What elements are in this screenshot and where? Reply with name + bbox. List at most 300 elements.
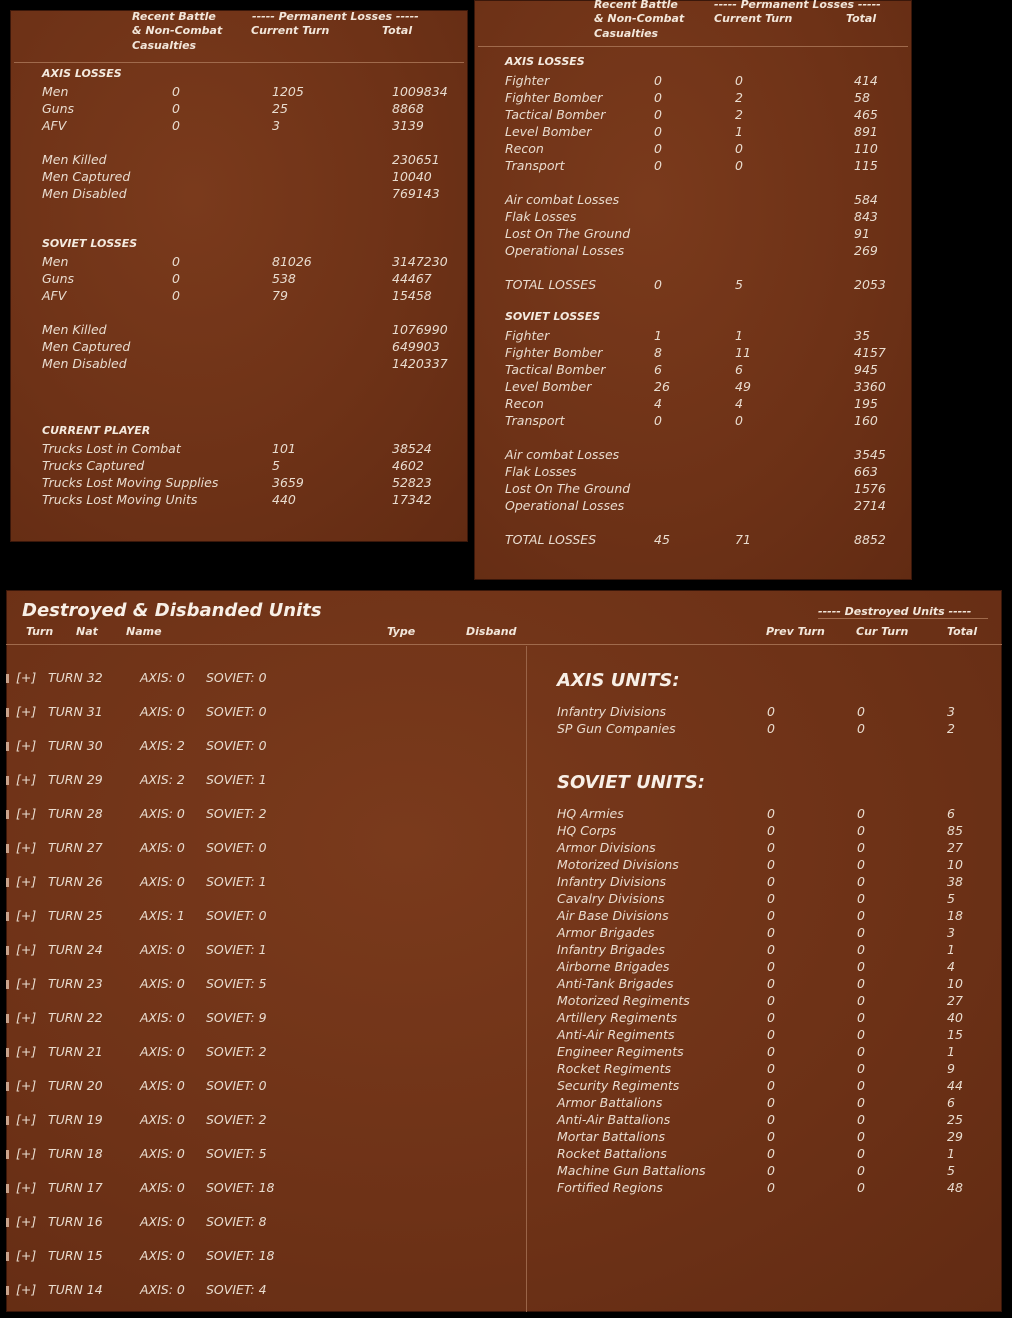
current-turn-value: 440 [272, 492, 296, 507]
row-marker [6, 1082, 9, 1091]
recent-value: 0 [172, 101, 180, 116]
expand-turn-button[interactable]: [+] [16, 908, 37, 923]
row-label: Tactical Bomber [505, 107, 606, 122]
total-value: 27 [947, 993, 963, 1008]
unit-type-label: HQ Armies [557, 806, 624, 821]
cur-turn-value: 0 [857, 1010, 865, 1025]
row-label: Recon [505, 396, 544, 411]
row-label: Air combat Losses [505, 192, 620, 207]
cur-turn-value: 0 [857, 1044, 865, 1059]
soviet-count: SOVIET: 1 [206, 874, 267, 889]
turn-label: TURN 24 [48, 942, 103, 957]
current-turn-value: 49 [735, 379, 751, 394]
row-label: Men Killed [42, 152, 107, 167]
recent-value: 0 [172, 254, 180, 269]
destroyed-units-panel [6, 590, 1002, 1312]
expand-turn-button[interactable]: [+] [16, 1282, 37, 1297]
row-label: Men Captured [42, 169, 131, 184]
expand-turn-button[interactable]: [+] [16, 1010, 37, 1025]
col-disband[interactable]: Disband [466, 625, 517, 638]
axis-count: AXIS: 0 [140, 704, 185, 719]
unit-type-label: Rocket Battalions [557, 1146, 667, 1161]
turn-label: TURN 16 [48, 1214, 103, 1229]
total-value: 3545 [854, 447, 886, 462]
row-marker [6, 912, 9, 921]
expand-turn-button[interactable]: [+] [16, 1146, 37, 1161]
current-turn-value: 5 [735, 277, 743, 292]
permanent-losses-header: ----- Permanent Losses ----- [714, 0, 881, 11]
soviet-count: SOVIET: 8 [206, 1214, 267, 1229]
current-turn-value: 0 [735, 141, 743, 156]
list-divider [526, 646, 527, 1312]
unit-type-label: SP Gun Companies [557, 721, 676, 736]
current-turn-value: 2 [735, 90, 743, 105]
cur-turn-value: 0 [857, 721, 865, 736]
expand-turn-button[interactable]: [+] [16, 772, 37, 787]
cur-turn-value: 0 [857, 857, 865, 872]
row-label: Fighter [505, 73, 550, 88]
prev-turn-value: 0 [767, 1163, 775, 1178]
expand-turn-button[interactable]: [+] [16, 1180, 37, 1195]
soviet-count: SOVIET: 0 [206, 840, 267, 855]
turn-label: TURN 19 [48, 1112, 103, 1127]
row-label: Level Bomber [505, 379, 592, 394]
row-label: Lost On The Ground [505, 226, 631, 241]
row-marker [6, 946, 9, 955]
soviet-count: SOVIET: 0 [206, 1078, 267, 1093]
axis-count: AXIS: 0 [140, 942, 185, 957]
prev-turn-value: 0 [767, 874, 775, 889]
unit-type-label: Anti-Tank Brigades [557, 976, 674, 991]
total-value: 195 [854, 396, 878, 411]
total-value: 584 [854, 192, 878, 207]
col-name[interactable]: Name [126, 625, 162, 638]
current-turn-value: 538 [272, 271, 296, 286]
prev-turn-value: 0 [767, 1180, 775, 1195]
recent-value: 0 [654, 158, 662, 173]
recent-value: 4 [654, 396, 662, 411]
expand-turn-button[interactable]: [+] [16, 806, 37, 821]
prev-turn-value: 0 [767, 823, 775, 838]
cur-turn-value: 0 [857, 942, 865, 957]
recent-header-line3: Casualties [594, 27, 659, 40]
turn-label: TURN 31 [48, 704, 103, 719]
row-label: Fighter Bomber [505, 90, 603, 105]
total-value: 10040 [392, 169, 432, 184]
cur-turn-value: 0 [857, 993, 865, 1008]
total-value: 1 [947, 942, 955, 957]
expand-turn-button[interactable]: [+] [16, 1044, 37, 1059]
total-value: 3 [947, 704, 955, 719]
cur-turn-value: 0 [857, 1061, 865, 1076]
expand-turn-button[interactable]: [+] [16, 874, 37, 889]
row-marker [6, 844, 9, 853]
col-prev-turn[interactable]: Prev Turn [766, 625, 825, 638]
current-turn-value: 11 [735, 345, 751, 360]
row-marker [6, 1150, 9, 1159]
prev-turn-value: 0 [767, 976, 775, 991]
expand-turn-button[interactable]: [+] [16, 1214, 37, 1229]
total-value: 663 [854, 464, 878, 479]
prev-turn-value: 0 [767, 1044, 775, 1059]
row-marker [6, 810, 9, 819]
unit-type-label: Armor Battalions [557, 1095, 663, 1110]
turn-label: TURN 15 [48, 1248, 103, 1263]
row-label: TOTAL LOSSES [505, 532, 597, 547]
cur-turn-value: 0 [857, 959, 865, 974]
total-value: 1420337 [392, 356, 448, 371]
total-value: 110 [854, 141, 878, 156]
total-value: 17342 [392, 492, 432, 507]
total-value: 3139 [392, 118, 424, 133]
prev-turn-value: 0 [767, 993, 775, 1008]
row-label: Trucks Lost Moving Supplies [42, 475, 219, 490]
total-value: 843 [854, 209, 878, 224]
total-value: 52823 [392, 475, 432, 490]
prev-turn-value: 0 [767, 1112, 775, 1127]
prev-turn-value: 0 [767, 704, 775, 719]
turn-label: TURN 29 [48, 772, 103, 787]
row-label: Transport [505, 413, 565, 428]
total-value: 3147230 [392, 254, 448, 269]
current-turn-value: 1 [735, 328, 743, 343]
expand-turn-button[interactable]: [+] [16, 1078, 37, 1093]
row-marker [6, 742, 9, 751]
total-value: 465 [854, 107, 878, 122]
axis-count: AXIS: 0 [140, 1010, 185, 1025]
row-marker [6, 776, 9, 785]
recent-value: 1 [654, 328, 662, 343]
col-type[interactable]: Type [387, 625, 416, 638]
cur-turn-value: 0 [857, 1112, 865, 1127]
soviet-losses-title: SOVIET LOSSES [42, 237, 138, 250]
axis-count: AXIS: 0 [140, 1112, 185, 1127]
cur-turn-value: 0 [857, 806, 865, 821]
total-value: 6 [947, 1095, 955, 1110]
recent-header-line2: & Non-Combat [132, 24, 223, 37]
cur-turn-value: 0 [857, 704, 865, 719]
row-label: Men Disabled [42, 186, 127, 201]
axis-count: AXIS: 0 [140, 1214, 185, 1229]
soviet-units-title: SOVIET UNITS: [557, 772, 705, 793]
total-value: 27 [947, 840, 963, 855]
axis-count: AXIS: 2 [140, 738, 185, 753]
row-label: Fighter Bomber [505, 345, 603, 360]
soviet-count: SOVIET: 18 [206, 1180, 275, 1195]
total-value: 6 [947, 806, 955, 821]
total-value: 1009834 [392, 84, 448, 99]
turn-label: TURN 32 [48, 670, 103, 685]
expand-turn-button[interactable]: [+] [16, 738, 37, 753]
col-nat[interactable]: Nat [76, 625, 98, 638]
current-turn-value: 4 [735, 396, 743, 411]
turn-label: TURN 30 [48, 738, 103, 753]
total-value: 40 [947, 1010, 963, 1025]
axis-losses-title: AXIS LOSSES [505, 55, 585, 68]
total-value: 5 [947, 1163, 955, 1178]
total-value: 230651 [392, 152, 440, 167]
recent-value: 0 [172, 288, 180, 303]
current-turn-value: 6 [735, 362, 743, 377]
recent-value: 26 [654, 379, 670, 394]
total-value: 2053 [854, 277, 886, 292]
recent-value: 0 [654, 141, 662, 156]
current-turn-value: 1205 [272, 84, 304, 99]
axis-count: AXIS: 0 [140, 976, 185, 991]
total-value: 5 [947, 891, 955, 906]
soviet-count: SOVIET: 1 [206, 772, 267, 787]
prev-turn-value: 0 [767, 959, 775, 974]
axis-count: AXIS: 0 [140, 1248, 185, 1263]
soviet-count: SOVIET: 5 [206, 976, 267, 991]
row-label: Air combat Losses [505, 447, 620, 462]
permanent-losses-header: ----- Permanent Losses ----- [252, 10, 419, 23]
row-marker [6, 1252, 9, 1261]
soviet-count: SOVIET: 2 [206, 1112, 267, 1127]
total-value: 414 [854, 73, 878, 88]
soviet-count: SOVIET: 18 [206, 1248, 275, 1263]
axis-count: AXIS: 0 [140, 1146, 185, 1161]
total-value: 891 [854, 124, 878, 139]
soviet-count: SOVIET: 1 [206, 942, 267, 957]
current-turn-value: 0 [735, 413, 743, 428]
expand-turn-button[interactable]: [+] [16, 840, 37, 855]
axis-count: AXIS: 0 [140, 840, 185, 855]
axis-units-title: AXIS UNITS: [557, 670, 680, 691]
axis-count: AXIS: 0 [140, 1282, 185, 1297]
row-label: TOTAL LOSSES [505, 277, 597, 292]
total-value: 4157 [854, 345, 886, 360]
col-turn[interactable]: Turn [26, 625, 54, 638]
total-value: 38 [947, 874, 963, 889]
row-label: Operational Losses [505, 498, 625, 513]
current-turn-value: 5 [272, 458, 280, 473]
prev-turn-value: 0 [767, 1061, 775, 1076]
unit-type-label: Cavalry Divisions [557, 891, 665, 906]
expand-turn-button[interactable]: [+] [16, 670, 37, 685]
total-value: 1076990 [392, 322, 448, 337]
prev-turn-value: 0 [767, 925, 775, 940]
total-value: 44467 [392, 271, 432, 286]
cur-turn-value: 0 [857, 976, 865, 991]
soviet-count: SOVIET: 0 [206, 704, 267, 719]
prev-turn-value: 0 [767, 721, 775, 736]
total-value: 35 [854, 328, 870, 343]
cur-turn-value: 0 [857, 1163, 865, 1178]
total-value: 269 [854, 243, 878, 258]
row-label: Trucks Lost Moving Units [42, 492, 198, 507]
total-value: 10 [947, 857, 963, 872]
prev-turn-value: 0 [767, 1078, 775, 1093]
recent-value: 0 [172, 271, 180, 286]
axis-count: AXIS: 0 [140, 1078, 185, 1093]
total-value: 38524 [392, 441, 432, 456]
header-right-rule [818, 618, 988, 619]
cur-turn-value: 0 [857, 840, 865, 855]
total-value: 4602 [392, 458, 424, 473]
recent-value: 0 [654, 124, 662, 139]
current-turn-value: 79 [272, 288, 288, 303]
col-cur-turn[interactable]: Cur Turn [856, 625, 909, 638]
row-marker [6, 1014, 9, 1023]
cur-turn-value: 0 [857, 908, 865, 923]
unit-type-label: HQ Corps [557, 823, 617, 838]
recent-header-line2: & Non-Combat [594, 12, 685, 25]
row-label: AFV [42, 118, 67, 133]
recent-value: 0 [654, 73, 662, 88]
row-label: Men [42, 254, 69, 269]
total-value: 48 [947, 1180, 963, 1195]
prev-turn-value: 0 [767, 840, 775, 855]
total-value: 3 [947, 925, 955, 940]
axis-count: AXIS: 0 [140, 806, 185, 821]
axis-losses-title: AXIS LOSSES [42, 67, 122, 80]
row-label: Operational Losses [505, 243, 625, 258]
cur-turn-value: 0 [857, 874, 865, 889]
cur-turn-value: 0 [857, 1180, 865, 1195]
total-value: 18 [947, 908, 963, 923]
row-marker [6, 1184, 9, 1193]
unit-type-label: Machine Gun Battalions [557, 1163, 706, 1178]
turn-label: TURN 27 [48, 840, 103, 855]
cur-turn-value: 0 [857, 1027, 865, 1042]
total-value: 769143 [392, 186, 440, 201]
recent-header-line1: Recent Battle [132, 10, 216, 23]
unit-type-label: Armor Divisions [557, 840, 656, 855]
cur-turn-value: 0 [857, 823, 865, 838]
total-value: 44 [947, 1078, 963, 1093]
axis-count: AXIS: 0 [140, 874, 185, 889]
turn-label: TURN 22 [48, 1010, 103, 1025]
header-rule [14, 62, 464, 63]
turn-label: TURN 21 [48, 1044, 103, 1059]
air-losses-panel [474, 0, 912, 580]
recent-value: 0 [172, 84, 180, 99]
unit-type-label: Armor Brigades [557, 925, 655, 940]
current-turn-value: 0 [735, 158, 743, 173]
total-value: 58 [854, 90, 870, 105]
expand-turn-button[interactable]: [+] [16, 976, 37, 991]
soviet-count: SOVIET: 9 [206, 1010, 267, 1025]
unit-type-label: Fortified Regions [557, 1180, 663, 1195]
row-marker [6, 878, 9, 887]
row-label: AFV [42, 288, 67, 303]
prev-turn-value: 0 [767, 1010, 775, 1025]
recent-value: 0 [654, 277, 662, 292]
unit-type-label: Air Base Divisions [557, 908, 669, 923]
unit-type-label: Artillery Regiments [557, 1010, 678, 1025]
expand-turn-button[interactable]: [+] [16, 704, 37, 719]
columns-rule [6, 644, 1002, 645]
expand-turn-button[interactable]: [+] [16, 1112, 37, 1127]
row-marker [6, 980, 9, 989]
total-value: 4 [947, 959, 955, 974]
axis-count: AXIS: 0 [140, 670, 185, 685]
total-value: 9 [947, 1061, 955, 1076]
ground-losses-panel [10, 10, 468, 542]
turn-label: TURN 23 [48, 976, 103, 991]
unit-type-label: Infantry Brigades [557, 942, 665, 957]
total-value: 2714 [854, 498, 886, 513]
row-marker [6, 674, 9, 683]
row-label: Flak Losses [505, 464, 577, 479]
row-marker [6, 1048, 9, 1057]
recent-header-line3: Casualties [132, 39, 197, 52]
expand-turn-button[interactable]: [+] [16, 942, 37, 957]
destroyed-units-header: ----- Destroyed Units ----- [818, 605, 972, 618]
total-value: 3360 [854, 379, 886, 394]
row-label: Trucks Captured [42, 458, 145, 473]
soviet-count: SOVIET: 0 [206, 908, 267, 923]
unit-type-label: Infantry Divisions [557, 704, 667, 719]
row-label: Men Disabled [42, 356, 127, 371]
row-label: Fighter [505, 328, 550, 343]
unit-type-label: Anti-Air Battalions [557, 1112, 671, 1127]
unit-type-label: Motorized Regiments [557, 993, 690, 1008]
col-total[interactable]: Total [947, 625, 978, 638]
expand-turn-button[interactable]: [+] [16, 1248, 37, 1263]
total-value: 91 [854, 226, 870, 241]
row-marker [6, 708, 9, 717]
turn-label: TURN 28 [48, 806, 103, 821]
soviet-losses-title: SOVIET LOSSES [505, 310, 601, 323]
row-marker [6, 1286, 9, 1295]
axis-count: AXIS: 0 [140, 1044, 185, 1059]
total-value: 8868 [392, 101, 424, 116]
prev-turn-value: 0 [767, 1129, 775, 1144]
cur-turn-value: 0 [857, 1095, 865, 1110]
prev-turn-value: 0 [767, 806, 775, 821]
total-value: 1 [947, 1146, 955, 1161]
unit-type-label: Mortar Battalions [557, 1129, 665, 1144]
total-value: 25 [947, 1112, 963, 1127]
recent-value: 0 [654, 413, 662, 428]
row-label: Men Killed [42, 322, 107, 337]
turn-label: TURN 26 [48, 874, 103, 889]
total-value: 115 [854, 158, 878, 173]
total-value: 945 [854, 362, 878, 377]
unit-type-label: Security Regiments [557, 1078, 680, 1093]
prev-turn-value: 0 [767, 1095, 775, 1110]
recent-value: 45 [654, 532, 670, 547]
soviet-count: SOVIET: 2 [206, 806, 267, 821]
total-header: Total [382, 24, 413, 37]
cur-turn-value: 0 [857, 891, 865, 906]
current-turn-value: 3659 [272, 475, 304, 490]
total-value: 1 [947, 1044, 955, 1059]
recent-value: 6 [654, 362, 662, 377]
cur-turn-value: 0 [857, 1146, 865, 1161]
cur-turn-value: 0 [857, 1129, 865, 1144]
recent-header-line1: Recent Battle [594, 0, 678, 11]
total-value: 85 [947, 823, 963, 838]
unit-type-label: Anti-Air Regiments [557, 1027, 675, 1042]
soviet-count: SOVIET: 0 [206, 670, 267, 685]
current-turn-value: 71 [735, 532, 751, 547]
recent-value: 0 [654, 90, 662, 105]
unit-type-label: Motorized Divisions [557, 857, 679, 872]
cur-turn-value: 0 [857, 1078, 865, 1093]
axis-count: AXIS: 0 [140, 1180, 185, 1195]
soviet-count: SOVIET: 2 [206, 1044, 267, 1059]
current-turn-value: 2 [735, 107, 743, 122]
current-turn-value: 3 [272, 118, 280, 133]
recent-value: 8 [654, 345, 662, 360]
row-label: Guns [42, 271, 75, 286]
unit-type-label: Airborne Brigades [557, 959, 670, 974]
total-value: 1576 [854, 481, 886, 496]
prev-turn-value: 0 [767, 942, 775, 957]
